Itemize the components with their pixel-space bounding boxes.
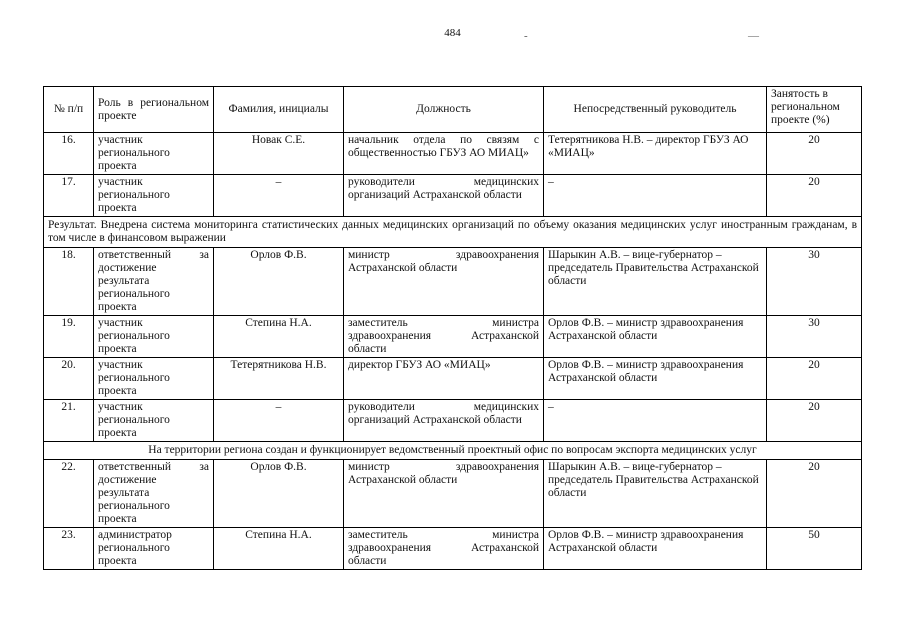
row-position: заместитель министра здравоохранения Астраханской области	[344, 316, 544, 358]
table-row	[44, 248, 862, 316]
row-number: 23.	[44, 528, 94, 570]
col-header-position: Должность	[344, 87, 544, 133]
row-number: 22.	[44, 460, 94, 528]
col-header-employment: Занятость в региональном проекте (%)	[767, 87, 862, 133]
section-title: Результат. Внедрена система мониторинга статистических данных медицинских организаций по объему оказания медицинских услуг иностранным гражданам, в том числе в финансовом выражении	[44, 217, 862, 248]
row-position: руководители медицинских организаций Астраханской области	[344, 175, 544, 217]
table-row	[44, 175, 862, 217]
row-manager: Шарыкин А.В. – вице-губернатор – председатель Правительства Астраханской области	[544, 460, 767, 528]
row-employment: 20	[767, 400, 862, 442]
page-number: 484	[444, 27, 461, 39]
scan-mark: —	[748, 30, 759, 42]
section-row	[44, 442, 862, 460]
row-manager: –	[544, 175, 767, 217]
table-row	[44, 133, 862, 175]
row-number: 18.	[44, 248, 94, 316]
table-row	[44, 358, 862, 400]
col-header-manager: Непосредственный руководитель	[544, 87, 767, 133]
row-name: Орлов Ф.В.	[214, 248, 344, 316]
row-number: 16.	[44, 133, 94, 175]
row-name: Степина Н.А.	[214, 528, 344, 570]
row-position: директор ГБУЗ АО «МИАЦ»	[344, 358, 544, 400]
row-employment: 30	[767, 248, 862, 316]
table-row	[44, 460, 862, 528]
row-employment: 20	[767, 358, 862, 400]
row-number: 20.	[44, 358, 94, 400]
row-role: участник регионального проекта	[94, 400, 214, 442]
row-role: участник регионального проекта	[94, 175, 214, 217]
row-manager: –	[544, 400, 767, 442]
row-name: Степина Н.А.	[214, 316, 344, 358]
table-header-row	[44, 87, 862, 133]
row-role: участник регионального проекта	[94, 133, 214, 175]
col-header-number: № п/п	[44, 87, 94, 133]
row-name: Новак С.Е.	[214, 133, 344, 175]
row-role: ответственный за достижение результата регионального проекта	[94, 248, 214, 316]
row-number: 19.	[44, 316, 94, 358]
row-name: Тетерятникова Н.В.	[214, 358, 344, 400]
row-role: участник регионального проекта	[94, 316, 214, 358]
row-manager: Орлов Ф.В. – министр здравоохранения Астраханской области	[544, 358, 767, 400]
table-row	[44, 316, 862, 358]
row-manager: Орлов Ф.В. – министр здравоохранения Астраханской области	[544, 528, 767, 570]
row-number: 17.	[44, 175, 94, 217]
row-manager: Тетерятникова Н.В. – директор ГБУЗ АО «МИАЦ»	[544, 133, 767, 175]
row-role: ответственный за достижение результата регионального проекта	[94, 460, 214, 528]
section-title: На территории региона создан и функционирует ведомственный проектный офис по вопросам экспорта медицинских услуг	[44, 442, 862, 460]
col-header-name: Фамилия, инициалы	[214, 87, 344, 133]
section-row	[44, 217, 862, 248]
row-name: Орлов Ф.В.	[214, 460, 344, 528]
row-manager: Шарыкин А.В. – вице-губернатор – председатель Правительства Астраханской области	[544, 248, 767, 316]
col-header-role: Роль в региональном проекте	[94, 87, 214, 133]
table-row	[44, 528, 862, 570]
row-position: заместитель министра здравоохранения Астраханской области	[344, 528, 544, 570]
row-employment: 30	[767, 316, 862, 358]
row-position: начальник отдела по связям с общественностью ГБУЗ АО МИАЦ»	[344, 133, 544, 175]
row-name: –	[214, 400, 344, 442]
row-employment: 20	[767, 460, 862, 528]
row-number: 21.	[44, 400, 94, 442]
row-position: министр здравоохранения Астраханской области	[344, 460, 544, 528]
row-name: –	[214, 175, 344, 217]
row-employment: 20	[767, 175, 862, 217]
row-position: руководители медицинских организаций Астраханской области	[344, 400, 544, 442]
row-employment: 50	[767, 528, 862, 570]
row-role: администратор регионального проекта	[94, 528, 214, 570]
row-role: участник регионального проекта	[94, 358, 214, 400]
scan-mark: -	[524, 30, 528, 42]
project-participants-table	[43, 86, 862, 570]
table-row	[44, 400, 862, 442]
row-manager: Орлов Ф.В. – министр здравоохранения Астраханской области	[544, 316, 767, 358]
row-employment: 20	[767, 133, 862, 175]
row-position: министр здравоохранения Астраханской области	[344, 248, 544, 316]
